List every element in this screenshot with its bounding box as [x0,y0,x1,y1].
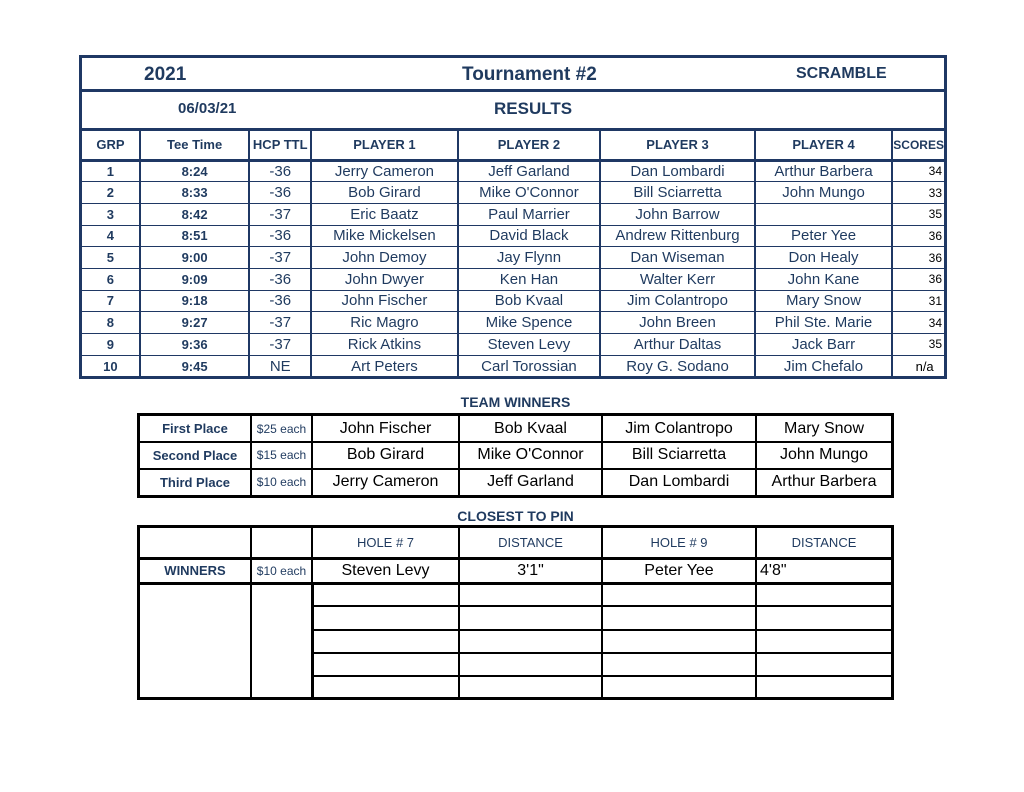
results-row [82,182,944,204]
empty-cell [602,583,756,606]
player1-cell: Art Peters [311,355,458,377]
score-cell: 35 [892,203,944,225]
empty-cell [602,630,756,653]
tee-time-cell: 8:33 [140,182,250,204]
player1-cell: John Dwyer [311,268,458,290]
hole9-winner: Peter Yee [602,558,756,583]
place-label: Second Place [140,442,251,468]
score-cell: 35 [892,334,944,356]
grp-cell: 2 [82,182,140,204]
distance1-header: DISTANCE [459,528,602,558]
col-header-player3: PLAYER 3 [600,131,755,160]
empty-cell [459,583,602,606]
pin-empty-row [140,676,891,699]
empty-cell [140,653,251,676]
hcp-cell: -36 [249,160,311,182]
player1-cell: John Demoy [311,247,458,269]
col-header-tee-time: Tee Time [140,131,250,160]
empty-cell [312,583,459,606]
subtitle-row [82,92,944,131]
score-cell: 34 [892,160,944,182]
winner-player-cell: Bob Girard [312,442,459,468]
year-label: 2021 [144,64,187,85]
winner-player-cell: Bob Kvaal [459,416,602,442]
empty-cell [251,528,312,558]
prize-amount: $25 each [251,416,312,442]
tee-time-cell: 9:27 [140,312,250,334]
player4-cell: John Kane [755,268,893,290]
player4-cell [755,203,893,225]
closest-to-pin-panel [137,525,894,700]
grp-cell: 9 [82,334,140,356]
team-winner-row [140,416,891,442]
winner-player-cell: Mike O'Connor [459,442,602,468]
player2-cell: Steven Levy [458,334,601,356]
empty-cell [602,676,756,699]
player1-cell: Rick Atkins [311,334,458,356]
player3-cell: Arthur Daltas [600,334,755,356]
player4-cell: Mary Snow [755,290,893,312]
empty-cell [756,606,891,629]
score-cell: 34 [892,312,944,334]
score-cell: n/a [915,358,934,374]
empty-cell [251,630,312,653]
tee-time-cell: 9:18 [140,290,250,312]
hcp-cell: -37 [249,247,311,269]
empty-cell [756,676,891,699]
pin-empty-row [140,630,891,653]
empty-cell [756,653,891,676]
player2-cell: Jay Flynn [458,247,601,269]
player1-cell: Eric Baatz [311,203,458,225]
closest-to-pin-table [140,528,891,699]
empty-cell [756,630,891,653]
prize-amount: $10 each [251,469,312,495]
title-row [82,58,944,92]
col-header-player1: PLAYER 1 [311,131,458,160]
winner-player-cell: Bill Sciarretta [602,442,756,468]
player3-cell: Dan Lombardi [600,160,755,182]
grp-cell: 10 [82,355,140,377]
results-row [82,290,944,312]
winner-player-cell: John Fischer [312,416,459,442]
distance2-header: DISTANCE [756,528,891,558]
player4-cell: Don Healy [755,247,893,269]
score-cell: 33 [892,182,944,204]
grp-cell: 7 [82,290,140,312]
hcp-cell: -36 [249,290,311,312]
tee-time-cell: 9:36 [140,334,250,356]
empty-cell [602,606,756,629]
results-row [82,355,944,377]
score-cell: 31 [892,290,944,312]
grp-cell: 4 [82,225,140,247]
results-row [82,247,944,269]
team-winner-row [140,442,891,468]
empty-cell [459,676,602,699]
hole7-distance: 3'1" [459,558,602,583]
tee-time-cell: 8:51 [140,225,250,247]
empty-cell [312,606,459,629]
empty-cell [140,630,251,653]
place-label: Third Place [140,469,251,495]
player4-cell: Jack Barr [755,334,893,356]
results-row [82,160,944,182]
empty-cell [312,676,459,699]
player4-cell: Jim Chefalo [755,355,893,377]
player2-cell: Paul Marrier [458,203,601,225]
empty-cell [459,606,602,629]
player3-cell: John Barrow [600,203,755,225]
empty-cell [459,630,602,653]
player2-cell: David Black [458,225,601,247]
pin-amount: $10 each [251,558,312,583]
closest-to-pin-title: CLOSEST TO PIN [457,508,574,524]
hcp-cell: -36 [249,225,311,247]
player3-cell: Roy G. Sodano [600,355,755,377]
team-winners-title: TEAM WINNERS [460,394,571,410]
empty-cell [756,583,891,606]
hcp-cell: -37 [249,334,311,356]
grp-cell: 1 [82,160,140,182]
empty-cell [251,676,312,699]
results-row [82,334,944,356]
prize-amount: $15 each [251,442,312,468]
results-row [82,312,944,334]
player1-cell: John Fischer [311,290,458,312]
tee-time-cell: 8:42 [140,203,250,225]
hcp-cell: -36 [249,268,311,290]
player2-cell: Mike O'Connor [458,182,601,204]
team-winner-row [140,469,891,495]
tee-time-cell: 9:45 [140,355,250,377]
tournament-title: Tournament #2 [462,64,597,85]
hole9-header: HOLE # 9 [602,528,756,558]
winner-player-cell: Arthur Barbera [771,473,877,491]
player4-cell: Peter Yee [755,225,893,247]
player1-cell: Mike Mickelsen [311,225,458,247]
player2-cell: Bob Kvaal [458,290,601,312]
winner-player-cell: Jerry Cameron [312,469,459,495]
pin-empty-row [140,606,891,629]
team-winners-panel [137,413,894,498]
winner-player-cell: Mary Snow [756,416,891,442]
winner-player-cell: Dan Lombardi [602,469,756,495]
col-header-scores: SCORES [892,131,944,160]
tee-time-cell: 9:09 [140,268,250,290]
results-row [82,203,944,225]
winner-player-cell: John Mungo [756,442,891,468]
pin-empty-row [140,583,891,606]
results-row [82,225,944,247]
empty-cell [140,583,251,606]
empty-cell [602,653,756,676]
empty-cell [140,676,251,699]
grp-cell: 3 [82,203,140,225]
tee-time-cell: 8:24 [140,160,250,182]
hole7-header: HOLE # 7 [312,528,459,558]
empty-cell [140,528,251,558]
results-table [82,131,944,377]
player3-cell: Bill Sciarretta [600,182,755,204]
hole9-distance: 4'8" [756,558,891,583]
player2-cell: Jeff Garland [458,160,601,182]
results-panel [79,55,947,379]
score-cell: 36 [892,247,944,269]
player3-cell: Dan Wiseman [600,247,755,269]
hcp-cell: -37 [249,312,311,334]
player3-cell: Jim Colantropo [600,290,755,312]
winners-label: WINNERS [140,558,251,583]
results-label: RESULTS [494,99,573,118]
team-winners-table [140,416,891,495]
pin-empty-row [140,653,891,676]
player1-cell: Bob Girard [311,182,458,204]
player1-cell: Jerry Cameron [311,160,458,182]
pin-header-row [140,528,891,558]
col-header-hcp: HCP TTL [249,131,311,160]
results-row [82,268,944,290]
results-header-row [82,131,944,160]
empty-cell [251,606,312,629]
grp-cell: 5 [82,247,140,269]
player3-cell: John Breen [600,312,755,334]
player3-cell: Walter Kerr [600,268,755,290]
empty-cell [312,653,459,676]
score-cell: 36 [892,268,944,290]
empty-cell [251,653,312,676]
grp-cell: 8 [82,312,140,334]
empty-cell [251,583,312,606]
col-header-grp: GRP [82,131,140,160]
hole7-winner: Steven Levy [312,558,459,583]
pin-winners-row [140,558,891,583]
score-cell: 36 [892,225,944,247]
player4-cell: Phil Ste. Marie [755,312,893,334]
format-label: SCRAMBLE [796,65,887,82]
hcp-cell: NE [249,355,311,377]
empty-cell [140,606,251,629]
empty-cell [459,653,602,676]
player4-cell: John Mungo [755,182,893,204]
date-label: 06/03/21 [178,100,237,117]
player4-cell: Arthur Barbera [755,160,893,182]
winner-player-cell: Jim Colantropo [602,416,756,442]
player3-cell: Andrew Rittenburg [600,225,755,247]
hcp-cell: -36 [249,182,311,204]
player1-cell: Ric Magro [311,312,458,334]
player2-cell: Mike Spence [458,312,601,334]
grp-cell: 6 [82,268,140,290]
place-label: First Place [140,416,251,442]
player2-cell: Carl Torossian [458,355,601,377]
col-header-player2: PLAYER 2 [458,131,601,160]
empty-cell [312,630,459,653]
winner-player-cell: Jeff Garland [459,469,602,495]
hcp-cell: -37 [249,203,311,225]
tee-time-cell: 9:00 [140,247,250,269]
results-body [82,160,944,377]
col-header-player4: PLAYER 4 [755,131,893,160]
player2-cell: Ken Han [458,268,601,290]
